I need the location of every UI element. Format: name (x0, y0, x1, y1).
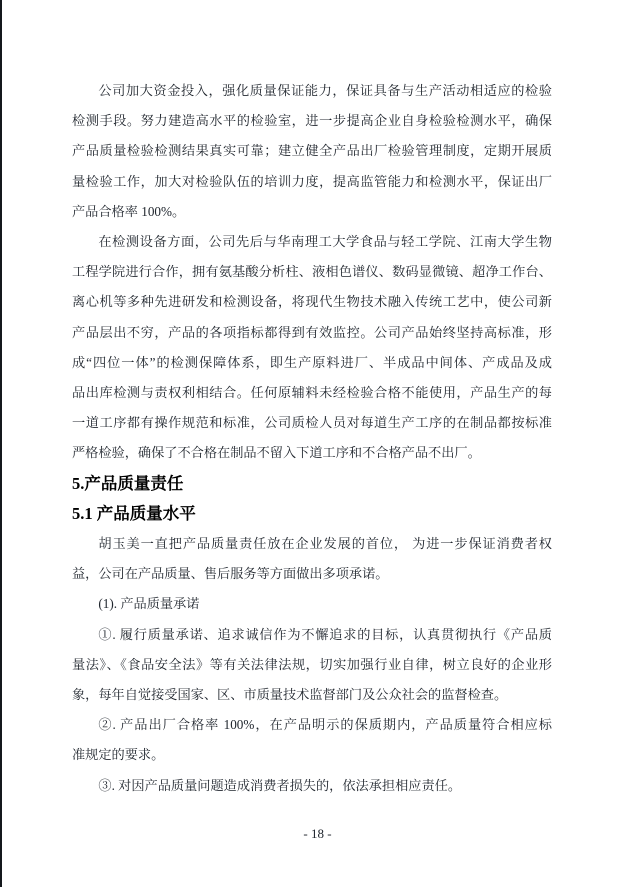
text-line: ③. 对因产品质量问题造成消费者损失的，依法承担相应责任。 (98, 777, 462, 793)
text-line: 品出库检测与责权利相结合。任何原辅料未经检验合格不能使用，产品生产的每 (72, 385, 552, 401)
paragraph (72, 227, 552, 469)
text-line: 胡玉美一直把产品质量责任放在企业发展的首位， 为进一步保证消费者权 (98, 536, 552, 552)
text-line: 产品层出不穷，产品的各项指标都得到有效监控。公司产品始终坚持高标准，形 (72, 324, 552, 340)
page-number: - 18 - (303, 826, 332, 841)
text-line: (1). 产品质量承诺 (98, 596, 200, 612)
text-line: 益，公司在产品质量、售后服务等方面做出多项承诺。 (72, 566, 389, 582)
scan-edge-line (0, 0, 2, 887)
text-line: 准规定的要求。 (72, 747, 165, 763)
document-body (72, 76, 552, 801)
text-line: 公司加大资金投入，强化质量保证能力，保证具备与生产活动相适应的检验 (98, 83, 552, 98)
text-line: 严格检验，确保了不合格在制品不留入下道工序和不合格产品不出厂。 (72, 445, 481, 461)
paragraph (72, 589, 552, 619)
text-line: 产品合格率 100%。 (72, 203, 186, 219)
text-line: 工程学院进行合作，拥有氨基酸分析柱、液相色谱仪、数码显微镜、超净工作台、 (72, 264, 552, 280)
paragraph (72, 620, 552, 711)
text-line: 在检测设备方面，公司先后与华南理工大学食品与轻工学院、江南大学生物 (98, 234, 552, 250)
text-line: ②. 产品出厂合格率 100%，在产品明示的保质期内，产品质量符合相应标 (98, 717, 552, 733)
text-line: 成“四位一体”的检测保障体系，即生产原料进厂、半成品中间体、产成品及成 (72, 354, 552, 370)
text-line: 离心机等多种先进研发和检测设备，将现代生物技术融入传统工艺中，使公司新 (72, 294, 552, 310)
paragraph (72, 76, 552, 227)
text-line: 检测手段。努力建造高水平的检验室，进一步提高企业自身检验检测水平，确保 (72, 113, 552, 129)
paragraph (72, 710, 552, 770)
section-heading: 5.产品质量责任 (72, 473, 184, 493)
text-line: 象，每年自觉接受国家、区、市质量技术监督部门及公众社会的监督检查。 (72, 687, 508, 703)
text-line: 量法》、《食品安全法》等有关法律法规，切实加强行业自律，树立良好的企业形 (72, 656, 552, 672)
text-line: 一道工序都有操作规范和标准，公司质检人员对每道生产工序的在制品都按标准 (72, 415, 552, 431)
text-line: 产品质量检验检测结果真实可靠；建立健全产品出厂检验管理制度，定期开展质 (72, 143, 552, 159)
text-line: 量检验工作，加大对检验队伍的培训力度，提高监管能力和检测水平，保证出厂 (72, 173, 552, 189)
page-footer (0, 826, 635, 842)
paragraph (72, 771, 552, 801)
paragraph (72, 529, 552, 589)
text-line: ①. 履行质量承诺、追求诚信作为不懈追求的目标，认真贯彻执行《产品质 (98, 626, 552, 642)
subsection-heading: 5.1 产品质量水平 (72, 503, 196, 523)
